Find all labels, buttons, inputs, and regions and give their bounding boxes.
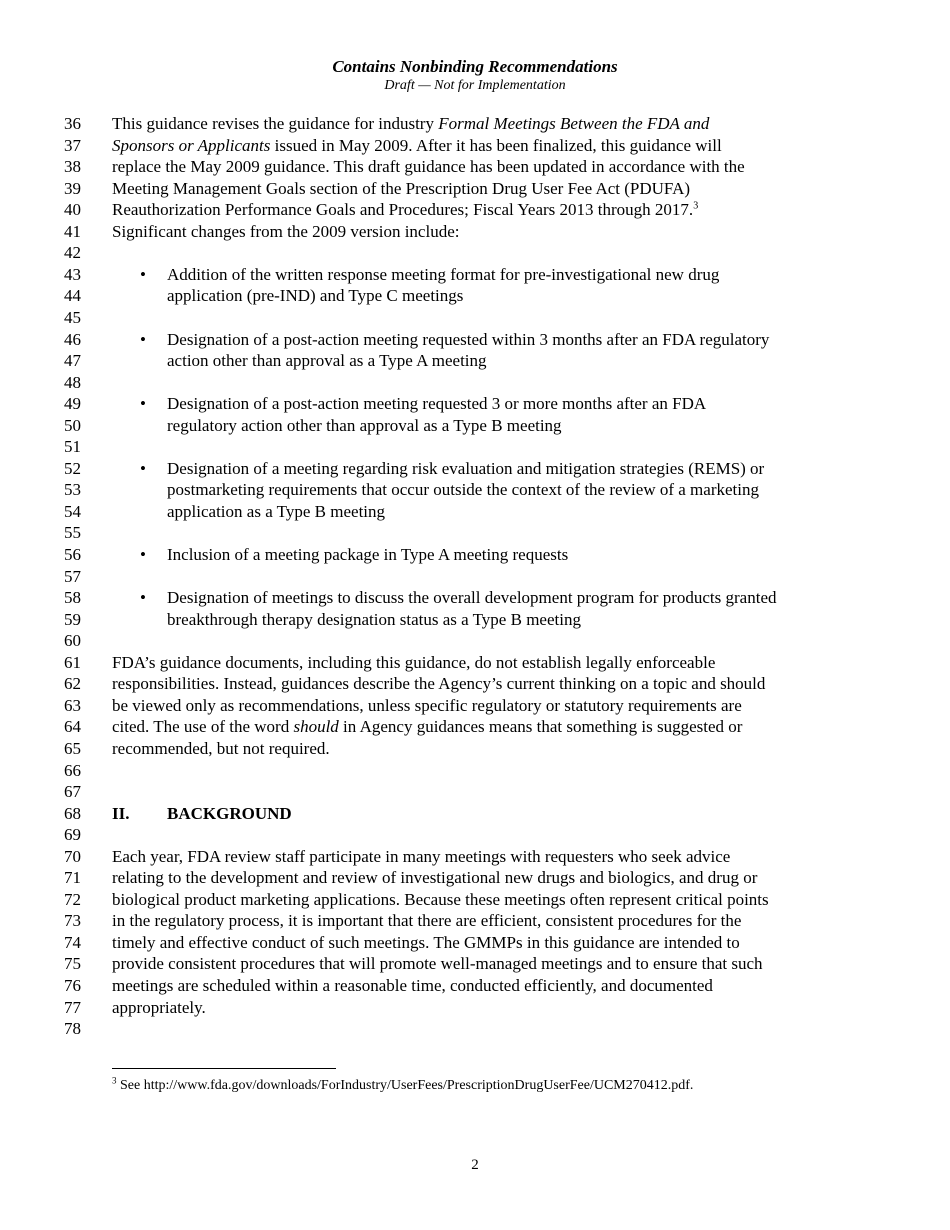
document-line [0,824,950,846]
line-text [112,867,757,889]
line-number: 41 [64,221,81,241]
line-text [112,738,330,760]
line-number: 61 [64,652,81,672]
line-number: 48 [64,372,81,392]
line-text [112,997,206,1019]
document-line [0,652,950,674]
line-number: 47 [64,351,81,371]
document-line [0,953,950,975]
line-number: 49 [64,394,81,414]
line-number: 43 [64,264,81,284]
document-line [0,910,950,932]
document-line [0,673,950,695]
line-number: 40 [64,200,81,220]
bullet-icon: • [140,545,146,564]
line-number: 46 [64,329,81,349]
text-run: This guidance revises the guidance for industry [112,114,439,133]
text-run: Inclusion of a meeting package in Type A meeting requests [167,545,569,564]
document-line [0,135,950,157]
running-header-subtitle: Draft — Not for Implementation [384,78,566,93]
line-text [112,178,690,200]
document-line [0,458,950,480]
text-run: Reauthorization Performance Goals and Procedures; Fiscal Years 2013 through 2017. [112,200,694,220]
text-run: responsibilities. Instead, guidances describe the Agency’s current thinking on a topic and should [112,674,766,694]
italic-text: Sponsors or Applicants [112,135,271,155]
line-number: 53 [64,480,81,500]
document-line [0,285,950,307]
text-run: biological product marketing applications. Because these meetings often represent critical points [112,889,769,909]
footnote [112,1075,694,1094]
italic-text: Formal Meetings Between the FDA and [438,114,710,133]
line-text [167,479,759,501]
document-line [0,242,950,264]
text-run: replace the May 2009 guidance. This draft guidance has been updated in accordance with the [112,157,745,177]
text-run: Meeting Management Goals section of the Prescription Drug User Fee Act (PDUFA) [112,178,691,198]
text-run: in the regulatory process, it is important that there are efficient, consistent procedures for the [112,911,742,931]
document-line [0,566,950,588]
line-text [112,113,709,135]
page-number: 2 [471,1157,479,1173]
line-number: 58 [64,588,81,608]
bullet-icon: • [140,458,146,478]
line-text [112,910,741,932]
line-number: 60 [64,631,81,651]
line-number: 57 [64,566,81,586]
line-text [112,932,740,954]
line-number: 42 [64,243,81,263]
document-line [0,501,950,523]
document-line [0,415,950,437]
italic-text: should [293,717,339,737]
document-line [0,997,950,1019]
document-line [0,695,950,717]
document-line [0,544,950,566]
line-number: 63 [64,695,81,715]
text-run: appropriately. [112,997,206,1017]
document-line [0,479,950,501]
line-number: 45 [64,307,81,327]
line-number: 71 [64,868,81,888]
document-line [0,716,950,738]
line-number: 69 [64,825,81,845]
line-number: 36 [64,114,81,133]
line-number: 50 [64,415,81,435]
text-run: provide consistent procedures that will promote well-managed meetings and to ensure that such [112,954,763,974]
document-line [0,889,950,911]
line-text [112,221,459,243]
line-text [112,889,769,911]
text-run: regulatory action other than approval as a Type B meeting [167,415,562,435]
line-number: 56 [64,545,81,564]
line-number: 54 [64,501,81,521]
line-number: 39 [64,178,81,198]
line-number: 64 [64,717,81,737]
line-text [112,156,745,178]
document-line [0,867,950,889]
line-text [112,135,722,157]
footnote-marker: 3 [112,1075,117,1086]
text-run: Designation of a post-action meeting requested within 3 months after an FDA regulatory [167,329,770,349]
text-run: Designation of a post-action meeting requested 3 or more months after an FDA [167,394,707,414]
document-line [0,221,950,243]
document-line [0,846,950,868]
text-run: issued in May 2009. After it has been finalized, this guidance will [270,135,722,155]
line-number: 38 [64,157,81,177]
document-line [0,738,950,760]
line-number: 75 [64,954,81,974]
document-line [0,609,950,631]
document-line [0,522,950,544]
line-number: 74 [64,932,81,952]
line-number: 51 [64,437,81,457]
document-line [0,307,950,329]
bullet-icon: • [140,329,146,349]
text-run: breakthrough therapy designation status as a Type B meeting [167,609,581,629]
document-line [0,803,950,825]
text-run: postmarketing requirements that occur outside the context of the review of a marketing [167,480,759,500]
line-number: 44 [64,286,81,306]
section-number: II. [112,803,130,823]
line-text [112,975,713,997]
footnote-separator [112,1068,336,1069]
document-line [0,932,950,954]
bullet-icon: • [140,394,146,414]
line-text [167,609,581,631]
text-run: recommended, but not required. [112,738,330,758]
line-text [167,285,463,307]
line-text [112,652,715,674]
line-number: 76 [64,976,81,995]
text-run: Addition of the written response meeting format for pre-investigational new drug [167,264,720,284]
line-text [167,415,562,437]
text-run: Designation of a meeting regarding risk evaluation and mitigation strategies (REMS) or [167,458,765,478]
document-line [0,350,950,372]
text-run: Designation of meetings to discuss the overall development program for products granted [167,588,777,608]
text-run: meetings are scheduled within a reasonable time, conducted efficiently, and documented [112,976,713,995]
document-line [0,630,950,652]
line-number: 70 [64,846,81,866]
document-line [0,393,950,415]
document-line [0,329,950,351]
line-text [167,587,777,609]
text-run: action other than approval as a Type A meeting [167,351,487,371]
document-line [0,436,950,458]
document-line [0,781,950,803]
line-text [112,953,763,975]
text-run: be viewed only as recommendations, unless specific regulatory or statutory requirements are [112,695,742,715]
document-line [0,587,950,609]
line-number: 66 [64,760,81,780]
text-run: timely and effective conduct of such meetings. The GMMPs in this guidance are intended to [112,932,740,952]
line-number: 65 [64,738,81,758]
line-number: 67 [64,782,81,802]
document-line [0,1018,950,1040]
line-text [167,329,769,351]
line-number: 77 [64,997,81,1017]
document-line [0,199,950,221]
line-number: 62 [64,674,81,694]
line-number: 59 [64,609,81,629]
line-number: 68 [64,803,81,823]
section-heading: BACKGROUND [167,803,292,823]
line-text [112,673,765,695]
document-line [0,975,950,997]
line-number: 37 [64,135,81,155]
line-text [167,458,764,480]
line-number: 52 [64,458,81,478]
line-text [167,501,385,523]
line-number: 73 [64,911,81,931]
document-line [0,156,950,178]
footnote-text: See http://www.fda.gov/downloads/ForIndustry/UserFees/PrescriptionDrugUserFee/UCM270412.pdf. [116,1078,694,1093]
bullet-icon: • [140,264,146,284]
document-line [0,113,950,135]
document-line [0,760,950,782]
line-text [167,544,568,566]
line-number: 72 [64,889,81,909]
text-run: Significant changes from the 2009 version include: [112,221,460,241]
line-text [112,695,742,717]
line-text [167,264,719,286]
line-text [112,846,730,868]
line-text [112,716,742,738]
footnote-reference: 3 [693,200,699,212]
bullet-icon: • [140,588,146,608]
document-line [0,372,950,394]
line-text [167,350,487,372]
text-run: Each year, FDA review staff participate in many meetings with requesters who seek advice [112,846,731,866]
document-line [0,178,950,200]
running-header-title: Contains Nonbinding Recommendations [332,57,618,76]
line-text [112,199,698,221]
text-run: in Agency guidances means that something is suggested or [338,717,743,737]
line-number: 55 [64,523,81,543]
text-run: application (pre-IND) and Type C meetings [167,286,464,306]
line-text [167,393,706,415]
text-run: FDA’s guidance documents, including this guidance, do not establish legally enforceable [112,652,716,672]
document-line [0,264,950,286]
text-run: cited. The use of the word [112,717,294,737]
line-number: 78 [64,1019,81,1039]
text-run: relating to the development and review of investigational new drugs and biologics, and drug or [112,868,758,888]
text-run: application as a Type B meeting [167,501,386,521]
